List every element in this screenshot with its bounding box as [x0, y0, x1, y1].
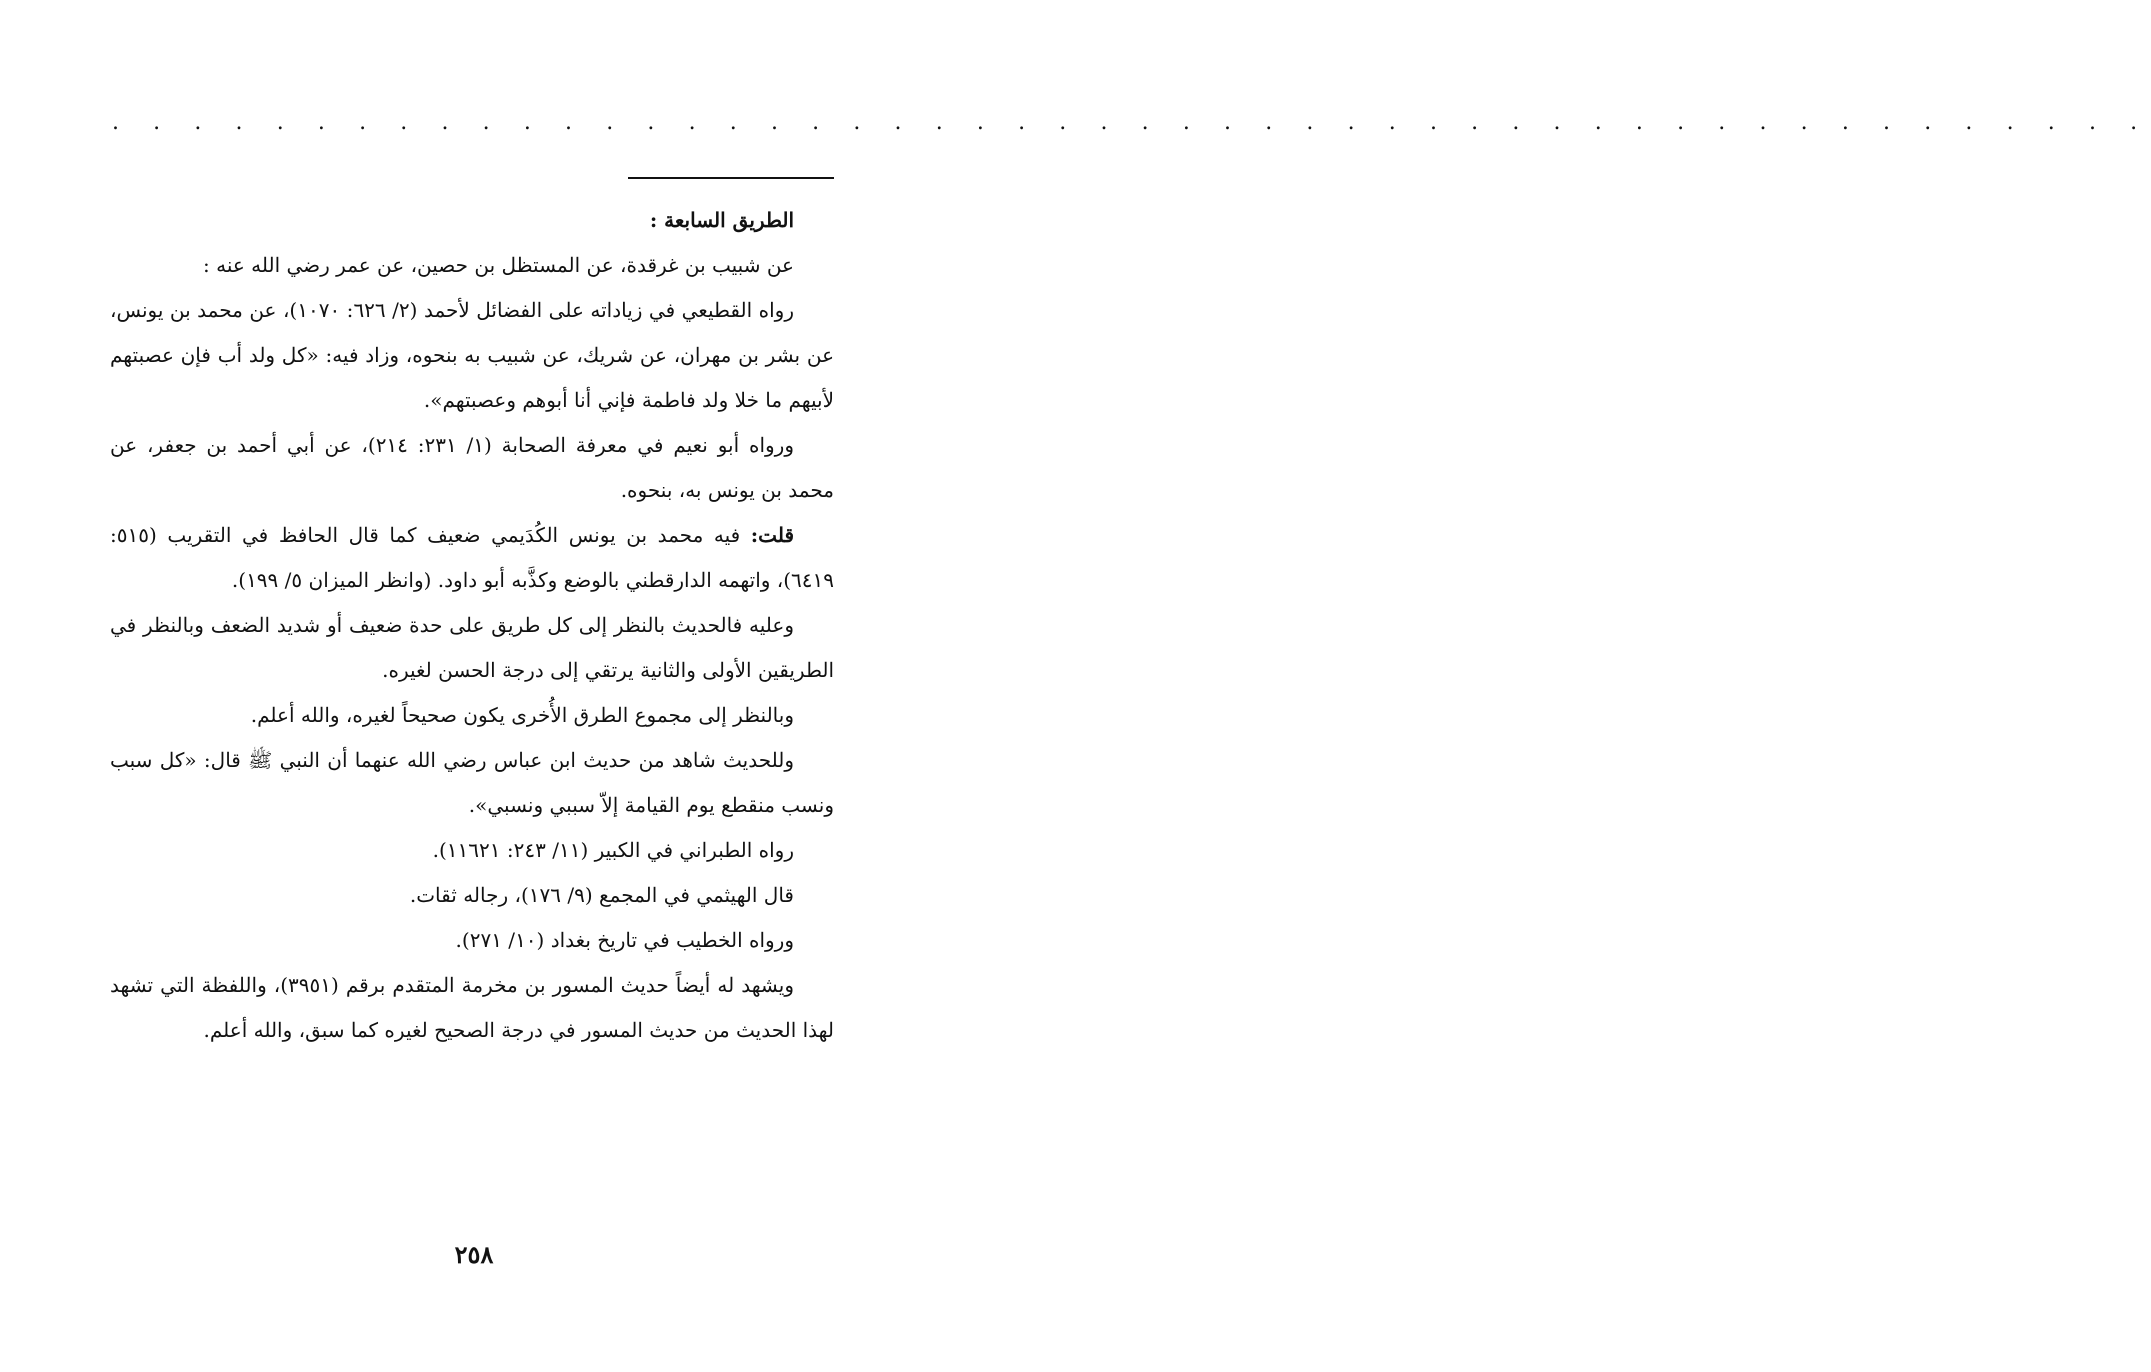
qultu-lead: قلت:	[750, 523, 794, 547]
paragraph-miswar: ويشهد له أيضاً حديث المسور بن مخرمة المتقدم برقم (٣٩٥١)، واللفظة التي تشهد لهذا الحديث من حديث المسور في درجة الصحيح لغيره كما سبق، والله أعلم.	[110, 973, 834, 1042]
qultu-text: فيه محمد بن يونس الكُدَيمي ضعيف كما قال الحافظ في التقريب (٥١٥: ٦٤١٩)، واتهمه الدارقطني بالوضع وكذَّبه أبو داود. (وانظر الميزان ٥/ ١٩٩).	[110, 523, 834, 592]
paragraph-conclusion: وبالنظر إلى مجموع الطرق الأُخرى يكون صحيحاً لغيره، والله أعلم.	[250, 703, 794, 727]
section-heading: الطريق السابعة :	[649, 208, 794, 232]
page-number: ٢٥٨	[454, 1240, 494, 1269]
dotted-separator: . . . . . . . . . . . . . . . . . . . . . . . . . . . . . . . . . . . . . . . . . . . . . . . . . .	[112, 110, 2151, 135]
paragraph-qultu	[110, 513, 834, 603]
footnote-rule	[628, 177, 834, 179]
paragraph-witness-ibn-abbas: وللحديث شاهد من حديث ابن عباس رضي الله عنهما أن النبي ﷺ قال: «كل سبب ونسب منقطع يوم القيامة إلاّ سببي ونسبي».	[110, 748, 834, 817]
paragraph-khatib: ورواه الخطيب في تاريخ بغداد (١٠/ ٢٧١).	[455, 928, 794, 952]
paragraph-abu-nuaym: ورواه أبو نعيم في معرفة الصحابة (١/ ٢٣١: ٢١٤)، عن أبي أحمد بن جعفر، عن محمد بن يونس به، بنحوه.	[110, 433, 834, 502]
paragraph-qatii: رواه القطيعي في زياداته على الفضائل لأحمد (٢/ ٦٢٦: ١٠٧٠)، عن محمد بن يونس، عن بشر بن مهران، عن شريك، عن شبيب به بنحوه، وزاد فيه: «كل ولد أب فإن عصبتهم لأبيهم ما خلا ولد فاطمة فإني أنا أبوهم وعصبتهم».	[110, 298, 834, 412]
paragraph-haythami: قال الهيثمي في المجمع (٩/ ١٧٦)، رجاله ثقات.	[409, 883, 794, 907]
paragraph-ruling: وعليه فالحديث بالنظر إلى كل طريق على حدة ضعيف أو شديد الضعف وبالنظر في الطريقين الأولى والثانية يرتقي إلى درجة الحسن لغيره.	[110, 613, 834, 682]
paragraph-tabarani: رواه الطبراني في الكبير (١١/ ٢٤٣: ١١٦٢١).	[432, 838, 794, 862]
paragraph-chain: عن شبيب بن غرقدة، عن المستظل بن حصين، عن عمر رضي الله عنه :	[203, 253, 794, 277]
page-body	[110, 198, 834, 1053]
